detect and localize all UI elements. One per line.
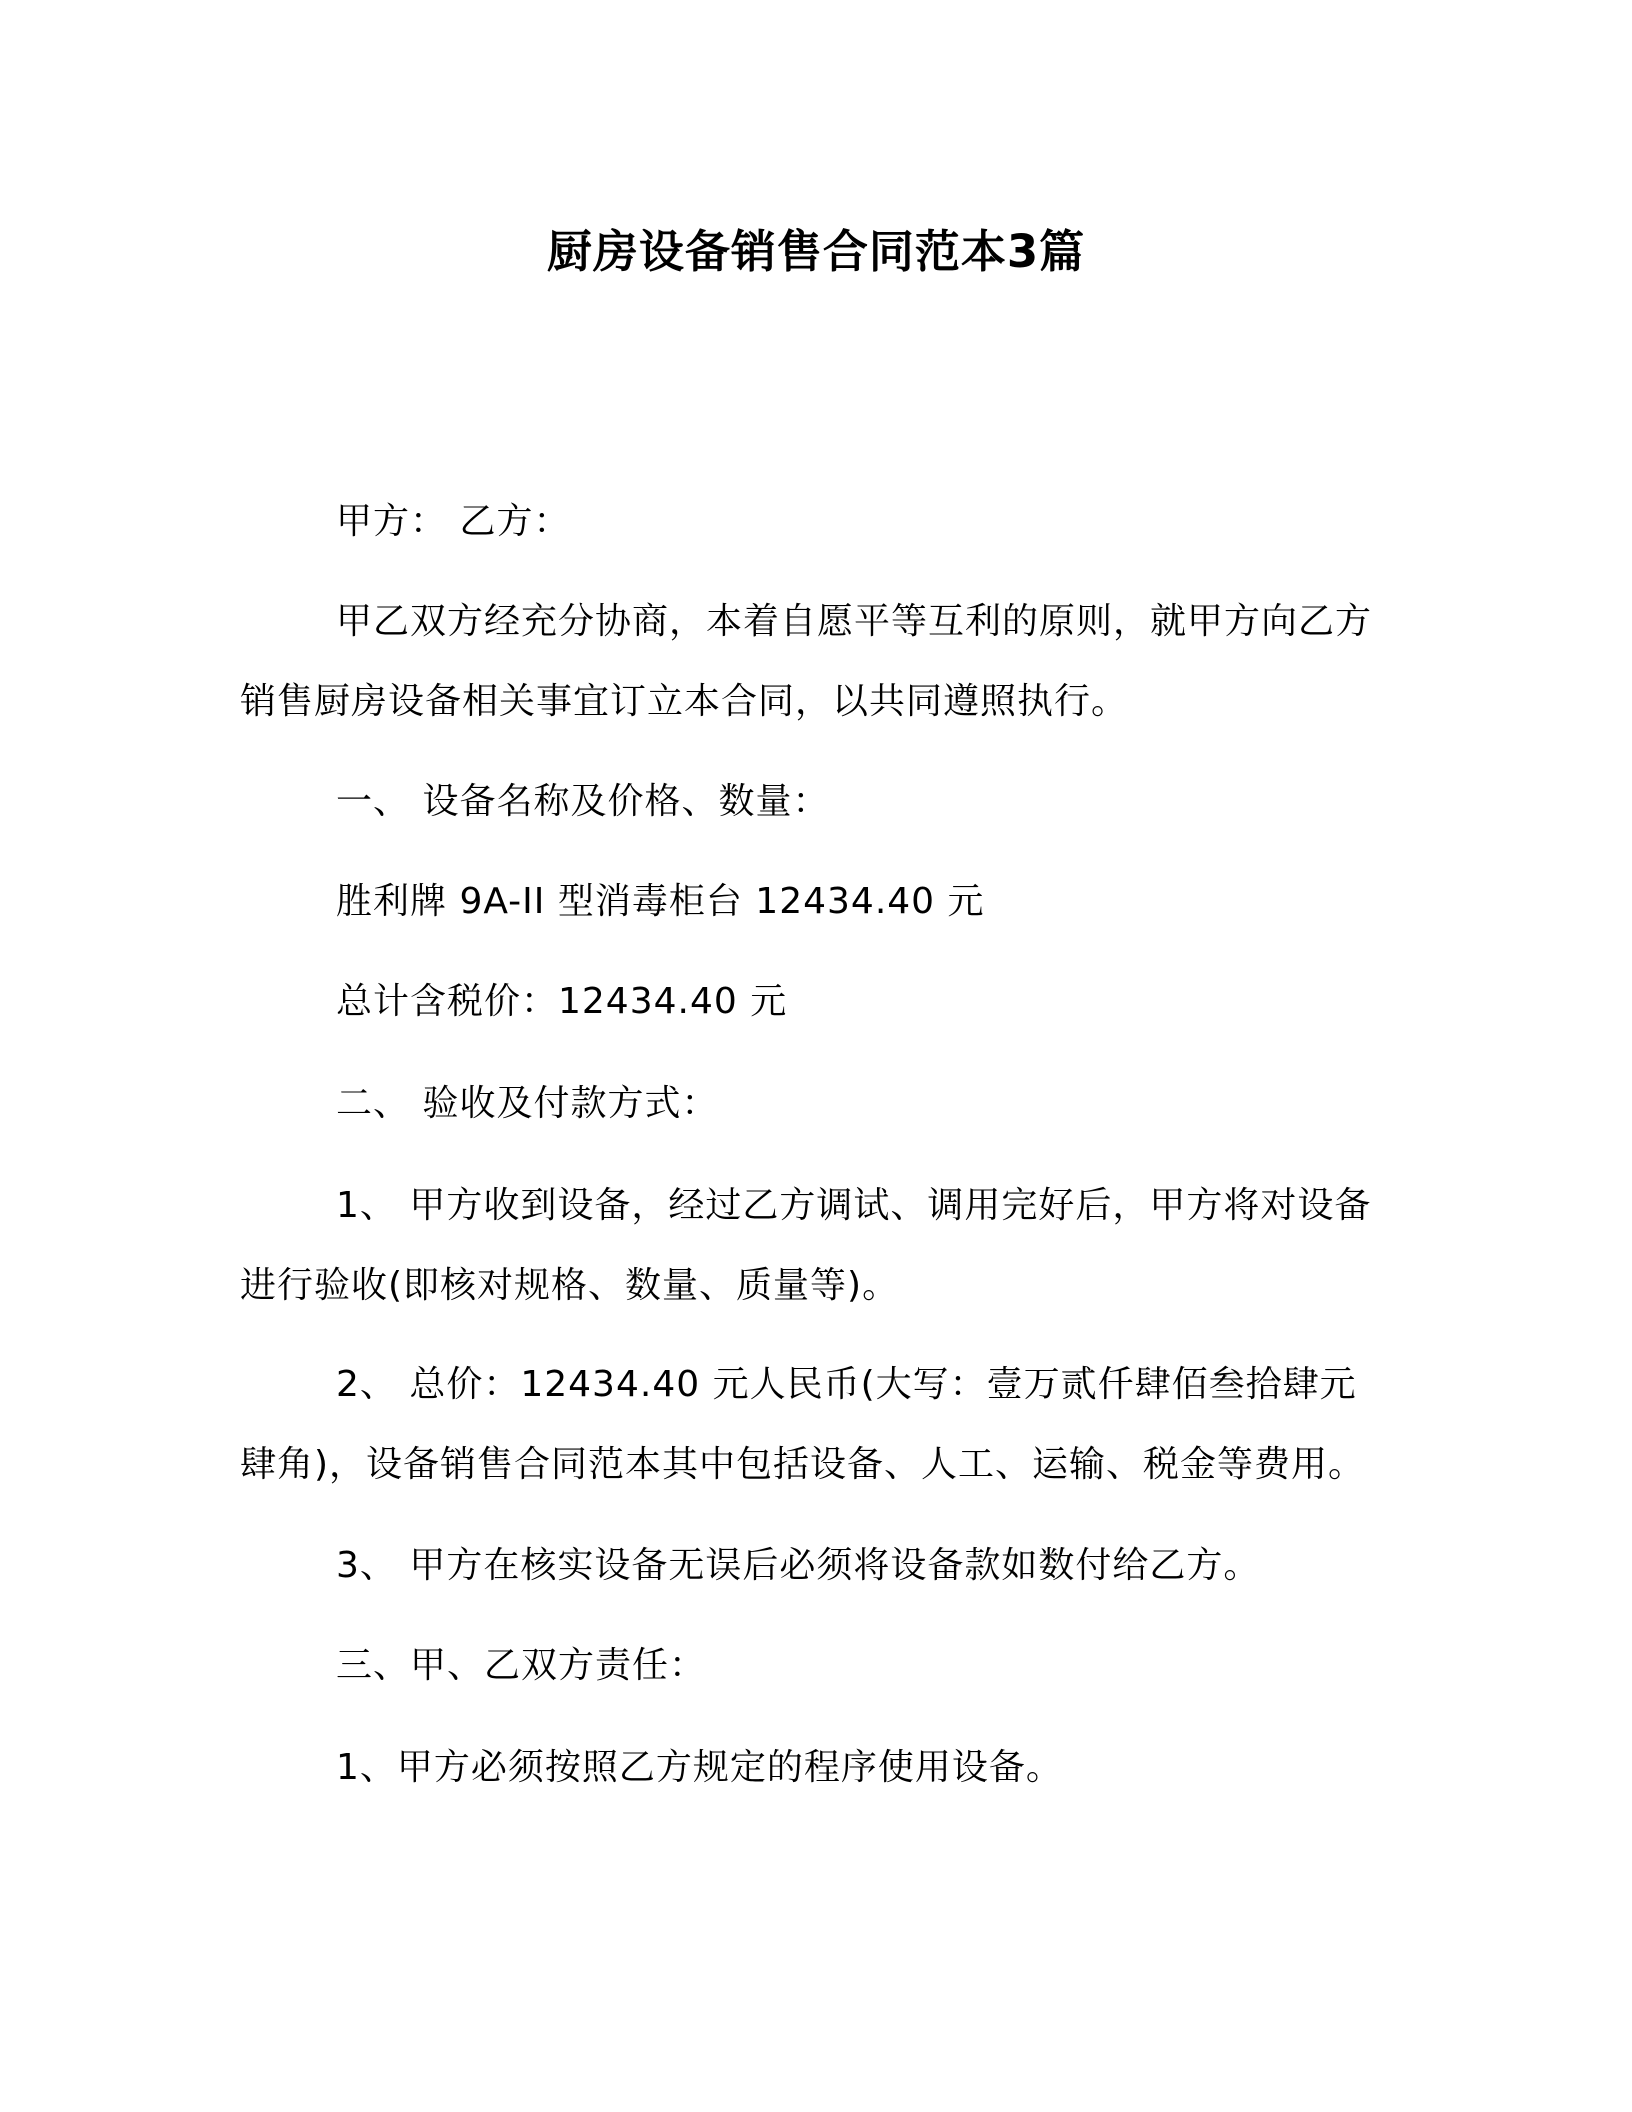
- responsibility-clause-1: 1、甲方必须按照乙方规定的程序使用设备。: [336, 1747, 1063, 1788]
- section-heading-responsibilities: 三、甲、乙双方责任：: [336, 1645, 707, 1686]
- total-price-line: 总计含税价：12434.40 元: [336, 981, 788, 1022]
- intro-paragraph: 甲乙双方经充分协商，本着自愿平等互利的原则，就甲方向乙方销售厨房设备相关事宜订立本合同，以共同遵照执行。: [240, 601, 1373, 722]
- parties-line: 甲方： 乙方：: [336, 501, 571, 542]
- equipment-item-line: 胜利牌 9A-II 型消毒柜台 12434.40 元: [336, 881, 985, 922]
- acceptance-clause-1: 1、 甲方收到设备，经过乙方调试、调用完好后，甲方将对设备进行验收(即核对规格、数量、质量等)。: [240, 1185, 1372, 1306]
- acceptance-clause-3: 3、 甲方在核实设备无误后必须将设备款如数付给乙方。: [336, 1545, 1261, 1586]
- document-title: 厨房设备销售合同范本3篇: [546, 225, 1086, 278]
- section-heading-acceptance: 二、 验收及付款方式：: [336, 1083, 719, 1124]
- section-heading-equipment: 一、 设备名称及价格、数量：: [336, 781, 830, 822]
- acceptance-clause-2: 2、 总价：12434.40 元人民币(大写：壹万贰仟肆佰叁拾肆元肆角)，设备销售合同范本其中包括设备、人工、运输、税金等费用。: [240, 1364, 1366, 1485]
